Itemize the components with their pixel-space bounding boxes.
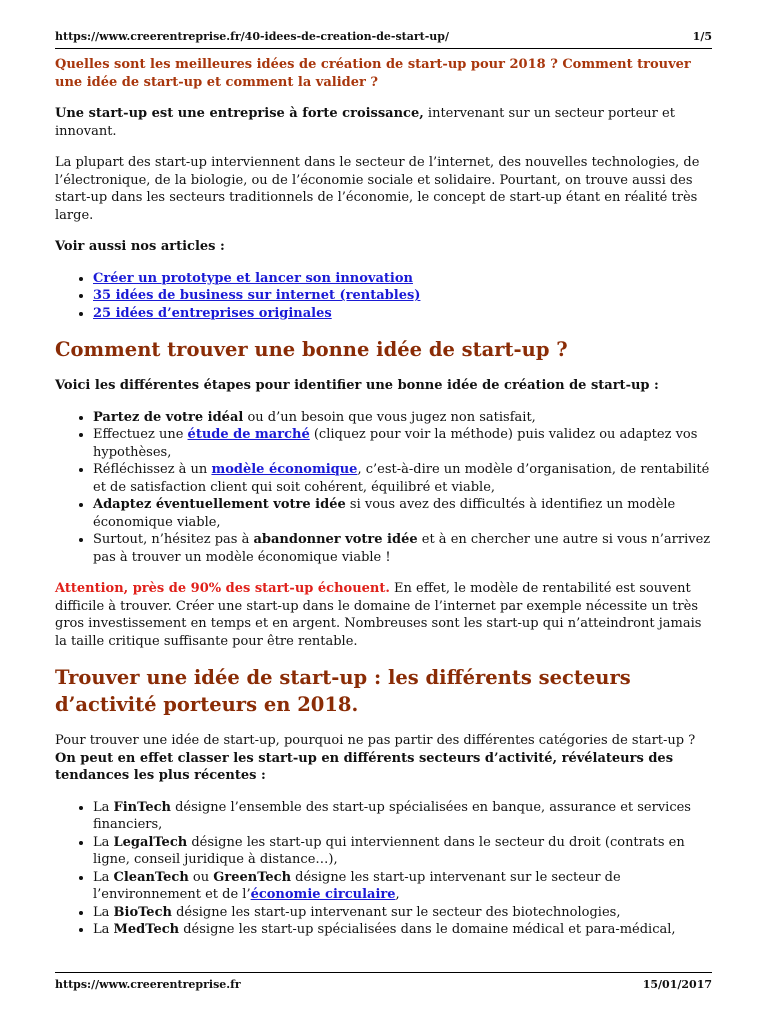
page-header [55,30,712,49]
header-url: https://www.creerentreprise.fr/40-idees-de-creation-de-start-up/ [55,30,449,43]
intro-question: Quelles sont les meilleures idées de création de start-up pour 2018 ? Comment trouver une idée de start-up et comment la valider ? [55,57,691,90]
business-model-link[interactable]: modèle économique [211,462,358,477]
articles-list [55,270,715,323]
list-item: • Effectuez une étude de marché (cliquez pour voir la méthode) puis validez ou adaptez vos hypothèses, [93,426,715,461]
list-item: • La CleanTech ou GreenTech désigne les start-up intervenant sur le secteur de l’environnement et de l’économie circulaire, [93,869,715,904]
list-item [93,287,715,305]
footer-date: 15/01/2017 [642,978,712,991]
list-item: • Partez de votre idéal ou d’un besoin que vous jugez non satisfait, [93,409,715,427]
list-item: • Réfléchissez à un modèle économique, c’est-à-dire un modèle d’organisation, de rentabilité et de satisfaction client qui soit cohérent, équilibré et viable, [93,461,715,496]
heading-sectors: Trouver une idée de start-up : les différents secteurs d’activité porteurs en 2018. [55,666,631,716]
definition-bold: Une start-up est une entreprise à forte croissance, [55,106,424,121]
list-item: • La MedTech désigne les start-up spécialisées dans le domaine médical et para-médical, [93,921,715,939]
document-body [55,56,715,953]
footer-site: https://www.creerentreprise.fr [55,978,241,991]
sectors-list [55,799,715,939]
definition-rest: intervenant sur un secteur porteur et innovant. [55,106,675,139]
heading-find-idea: Comment trouver une bonne idée de start-up ? [55,338,568,361]
article-link-original-ideas[interactable]: 25 idées d’entreprises originales [93,305,332,321]
article-link-prototype[interactable]: Créer un prototype et lancer son innovation [93,270,413,286]
see-also-label: Voir aussi nos articles : [55,239,225,254]
page-footer [55,972,712,991]
warning-paragraph: Attention, près de 90% des start-up échouent. En effet, le modèle de rentabilité est souvent difficile à trouver. Créer une start-up dans le domaine de l’internet par exemple nécessite un très gros investissement en temps et en argent. Nombreuses sont les start-up qui n’atteindront jamais la taille critique suffisante pour être rentable. [55,581,702,649]
warning-text: Attention, près de 90% des start-up échouent. [55,581,390,596]
definition-paragraph [55,105,715,140]
steps-intro: Voici les différentes étapes pour identifier une bonne idée de création de start-up : [55,378,659,393]
article-link-business-internet[interactable]: 35 idées de business sur internet (rentables) [93,288,421,303]
list-item: • Adaptez éventuellement votre idée si vous avez des difficultés à identifiez un modèle économique viable, [93,496,715,531]
list-item [93,305,715,323]
list-item [93,270,715,288]
list-item: • Surtout, n’hésitez pas à abandonner votre idée et à en chercher une autre si vous n’arrivez pas à trouver un modèle économique viable ! [93,531,715,566]
list-item: • La LegalTech désigne les start-up qui interviennent dans le secteur du droit (contrats en ligne, conseil juridique à distance…), [93,834,715,869]
circular-economy-link[interactable]: économie circulaire [250,887,396,902]
sectors-intro: Pour trouver une idée de start-up, pourquoi ne pas partir des différentes catégories de start-up ? On peut en effet classer les start-up en différents secteurs d’activité, révélateurs des tendances les plus récentes : [55,733,696,783]
market-study-link[interactable]: étude de marché [187,427,310,442]
sectors-paragraph: La plupart des start-up interviennent dans le secteur de l’internet, des nouvelles technologies, de l’électronique, de la biologie, ou de l’économie sociale et solidaire. Pourtant, on trouve aussi des start-up dans les secteurs traditionnels de l’économie, le concept de start-up étant en réalité très large. [55,155,700,223]
page-number: 1/5 [692,30,712,43]
list-item: • La FinTech désigne l’ensemble des start-up spécialisées en banque, assurance et services financiers, [93,799,715,834]
steps-list [55,409,715,567]
list-item: • La BioTech désigne les start-up intervenant sur le secteur des biotechnologies, [93,904,715,922]
